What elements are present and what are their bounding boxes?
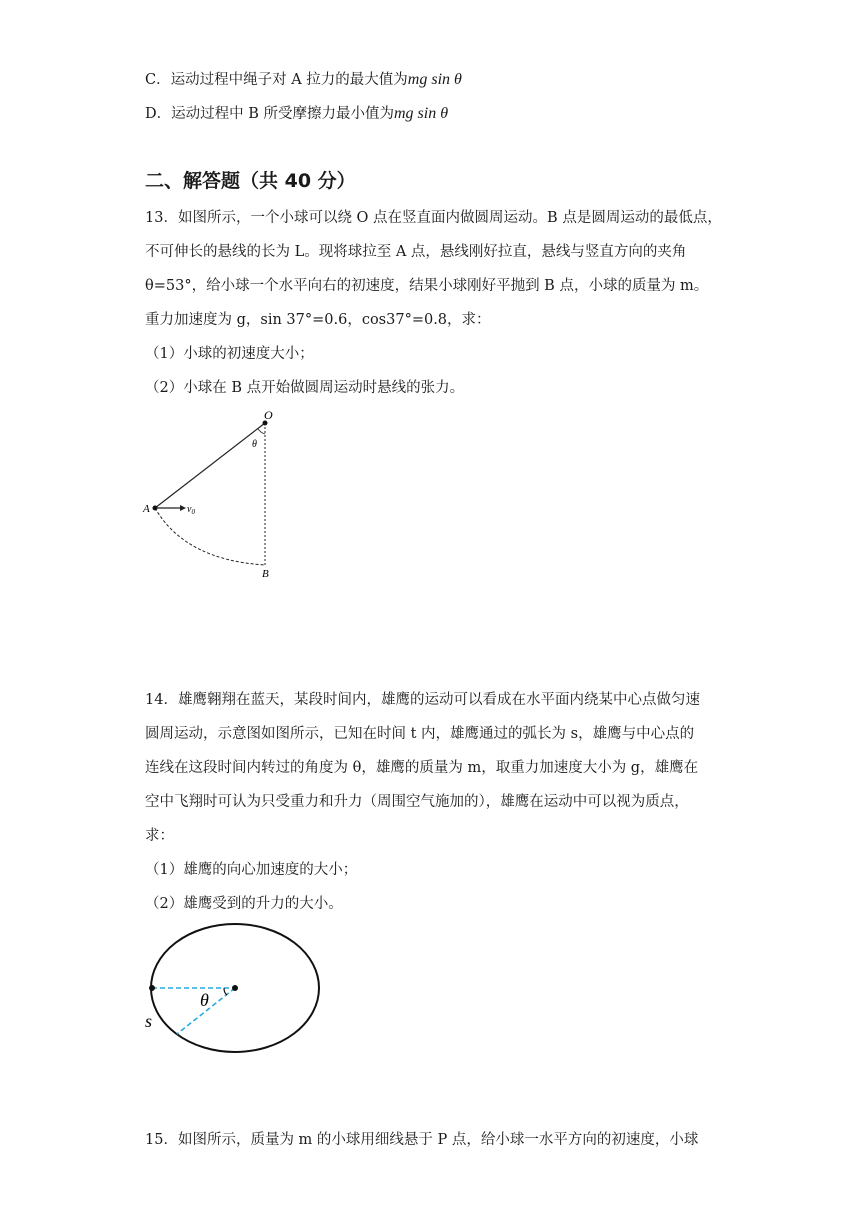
label-theta-13: θ: [252, 439, 257, 450]
theta-arc: [258, 429, 265, 434]
q13-line-4: 重力加速度为 g，sin 37°=0.6，cos37°=0.8，求：: [145, 312, 491, 328]
q13-line-2: 不可伸长的悬线的长为 L。现将球拉至 A 点，悬线刚好拉直，悬线与竖直方向的夹角: [145, 244, 687, 260]
center-point: [232, 985, 238, 991]
arc-ab: [155, 508, 265, 565]
label-theta-14: θ: [200, 990, 209, 1010]
q15-line-1: 15．如图所示，质量为 m 的小球用细线悬于 P 点，给小球一水平方向的初速度，小球: [145, 1132, 699, 1148]
label-v0: $v_0$: [187, 504, 195, 516]
option-c-math: mg sin θ: [407, 71, 462, 88]
start-point: [149, 985, 155, 991]
string-oa: [155, 423, 265, 508]
option-c: [145, 70, 462, 90]
label-b: B: [262, 568, 269, 580]
q13-sub-2: （2）小球在 B 点开始做圆周运动时悬线的张力。: [145, 380, 465, 396]
q13-sub-1: （1）小球的初速度大小；: [145, 346, 314, 362]
q14-line-2: 圆周运动，示意图如图所示，已知在时间 t 内，雄鹰通过的弧长为 s，雄鹰与中心点的: [145, 726, 695, 742]
q14-line-1: 14．雄鹰翱翔在蓝天，某段时间内，雄鹰的运动可以看成在水平面内绕某中心点做匀速: [145, 692, 700, 708]
velocity-arrow-head: [180, 505, 186, 511]
option-d: [145, 104, 448, 124]
q13-line-1: 13．如图所示，一个小球可以绕 O 点在竖直面内做圆周运动。B 点是圆周运动的最低点，: [145, 210, 722, 226]
label-o: O: [264, 408, 273, 422]
label-a: A: [143, 503, 150, 515]
option-c-text: C．运动过程中绳子对 A 拉力的最大值为: [145, 72, 408, 88]
q14-line-5: 求：: [145, 828, 174, 844]
option-d-math: mg sin θ: [394, 105, 449, 122]
q13-figure: [140, 405, 290, 585]
q14-line-3: 连线在这段时间内转过的角度为 θ，雄鹰的质量为 m，取重力加速度大小为 g，雄鹰在: [145, 760, 699, 776]
option-d-text: D．运动过程中 B 所受摩擦力最小值为: [145, 106, 394, 122]
section-title: 二、解答题（共 40 分）: [145, 170, 356, 192]
theta-arc-14: [224, 988, 227, 995]
q14-figure: [140, 920, 330, 1060]
point-a: [153, 506, 158, 511]
q14-line-4: 空中飞翔时可认为只受重力和升力（周围空气施加的），雄鹰在运动中可以视为质点，: [145, 794, 689, 810]
q14-sub-2: （2）雄鹰受到的升力的大小。: [145, 896, 343, 912]
q14-sub-1: （1）雄鹰的向心加速度的大小；: [145, 862, 358, 878]
label-s: s: [145, 1011, 153, 1031]
q13-line-3: θ=53°，给小球一个水平向右的初速度，结果小球刚好平抛到 B 点，小球的质量为 m。: [145, 278, 709, 294]
